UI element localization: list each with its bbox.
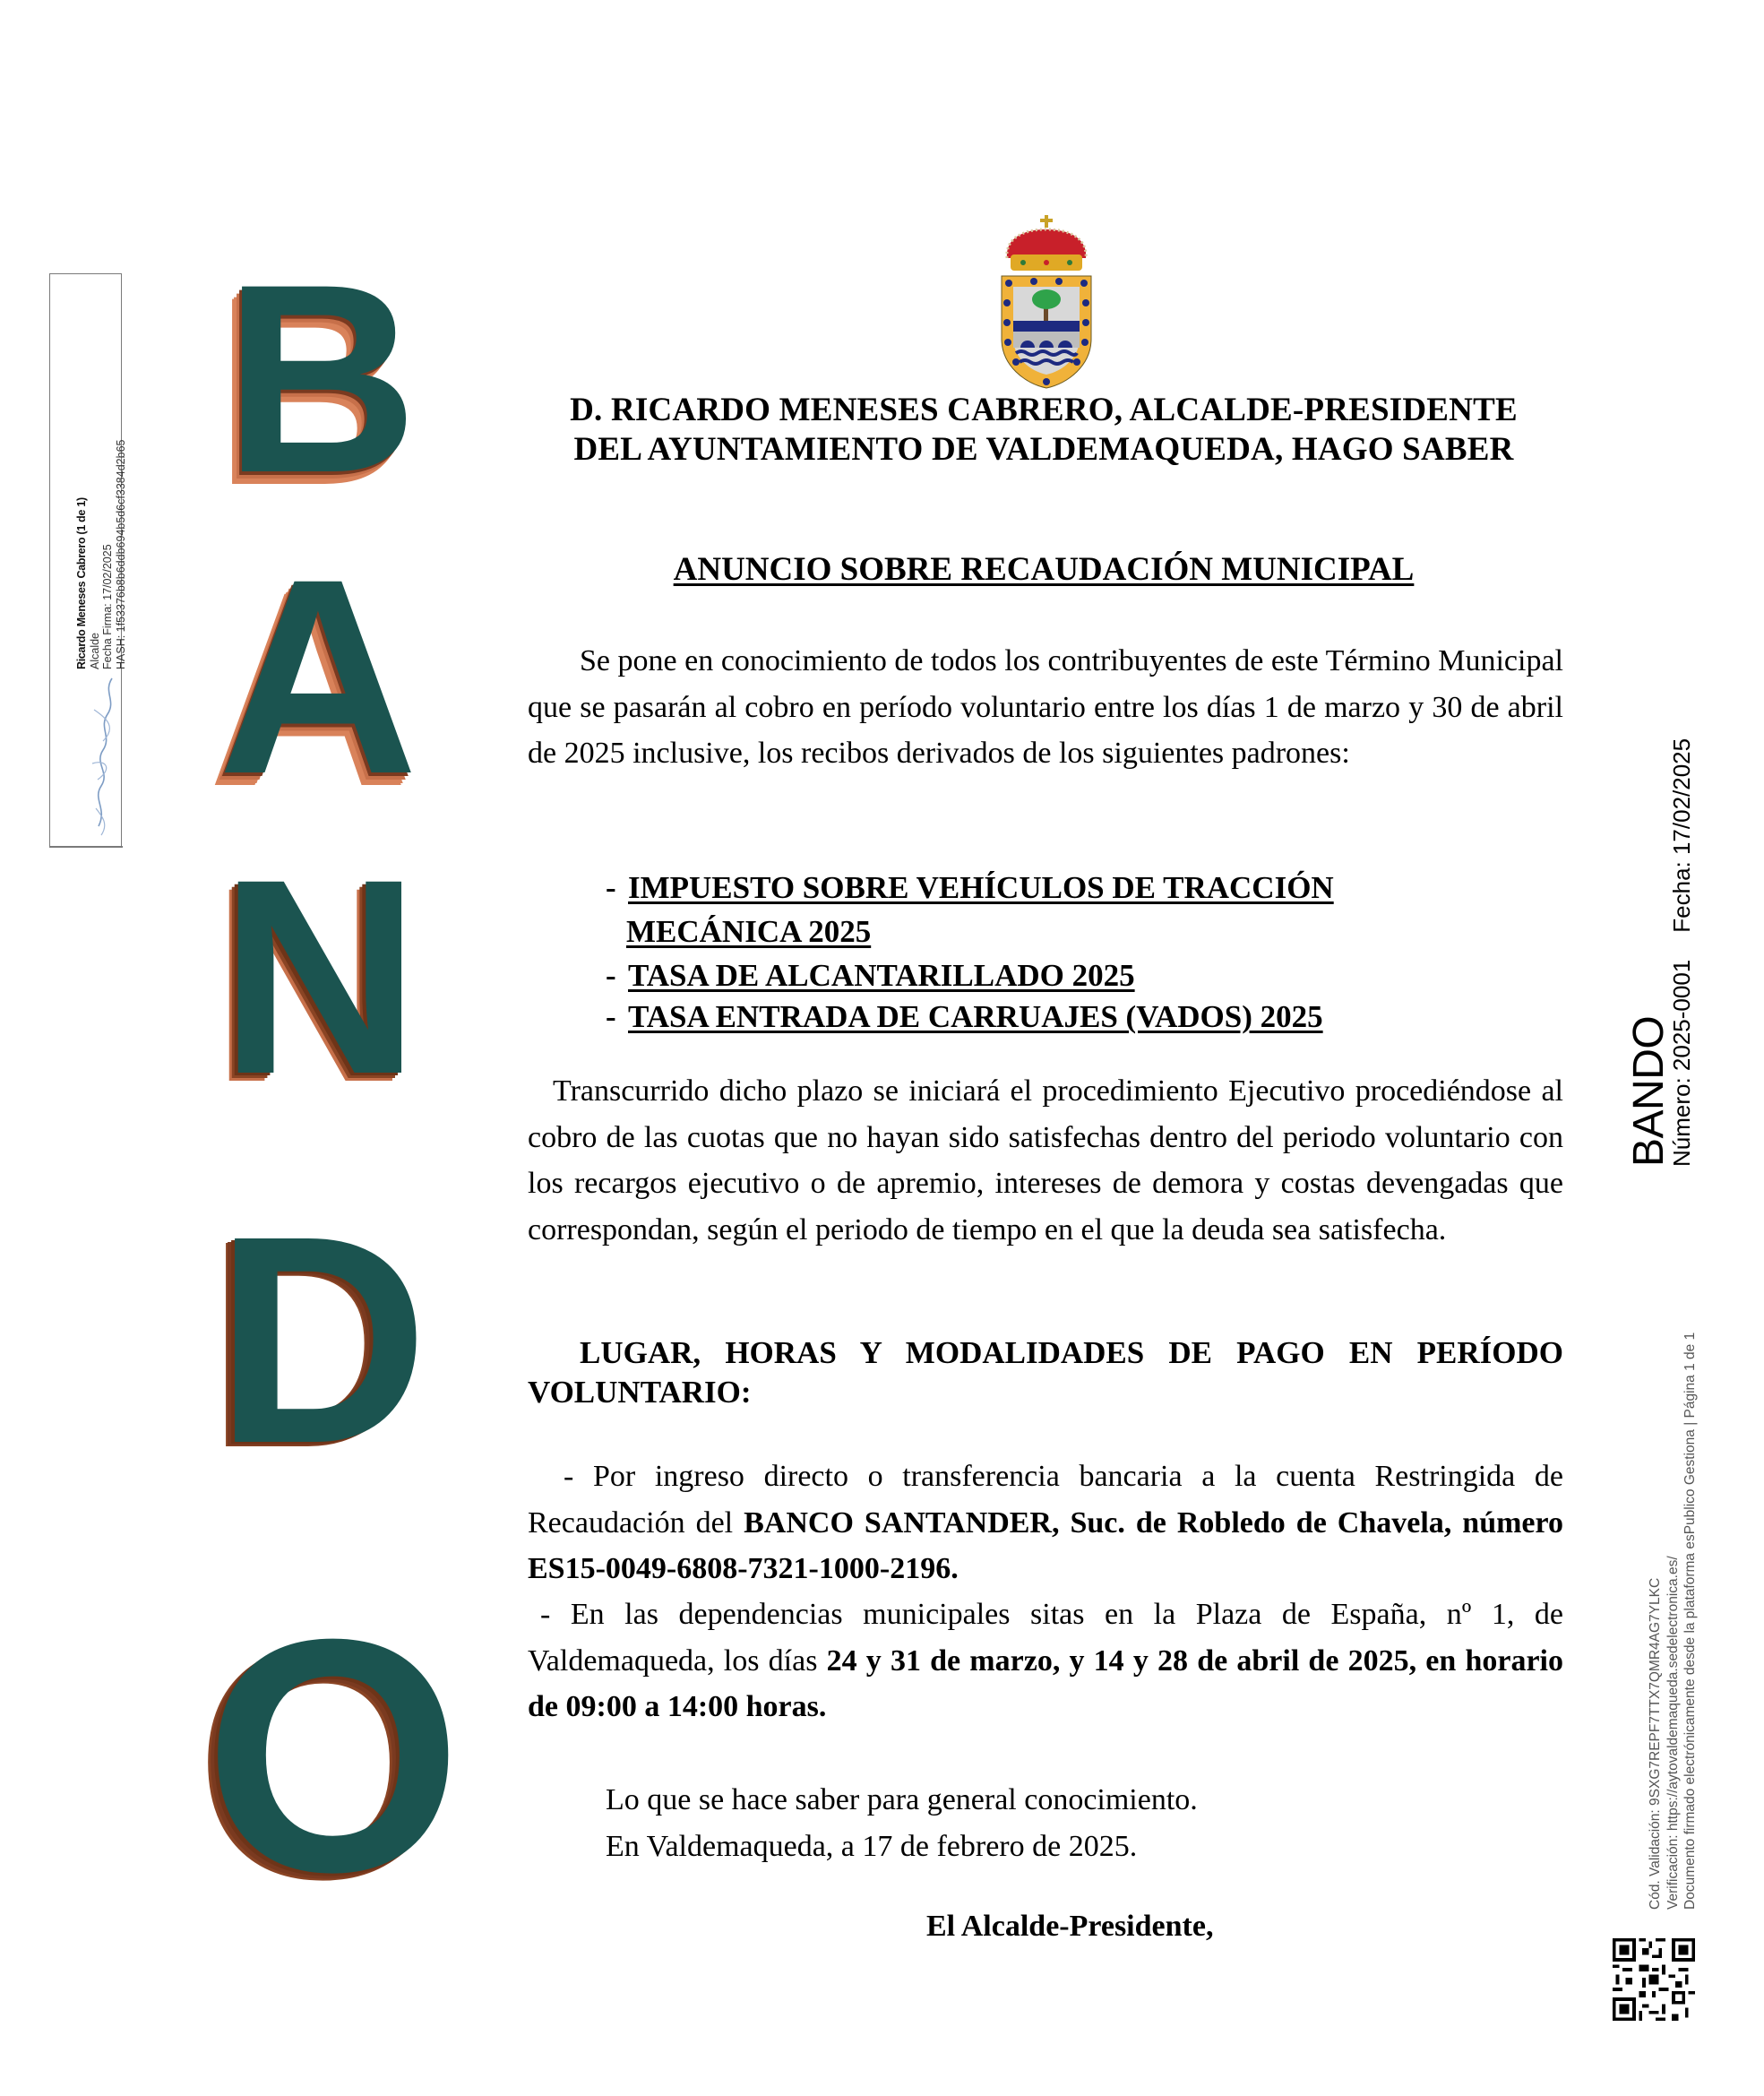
qr-code-icon[interactable] [1613, 1938, 1695, 2021]
validation-strip [1647, 1333, 1699, 1910]
tax-roll-item [606, 955, 1573, 996]
tax-roll-label: TASA DE ALCANTARILLADO 2025 [628, 958, 1135, 993]
validation-code: Cód. Validación: 9SXG7REPF7TTX7QMR4AG7YLKC [1648, 1577, 1663, 1910]
signatory-title: El Alcalde-Presidente, [926, 1910, 1214, 1943]
list-dash: - [606, 999, 616, 1034]
letter-n: N [219, 821, 420, 1132]
closing-block [606, 1777, 1198, 1869]
verification-url[interactable]: Verificación: https://aytovaldemaqueda.sedelectronica.es/ [1665, 1556, 1681, 1910]
announcement-title [502, 550, 1586, 590]
tax-rolls-list [606, 867, 1573, 1038]
signer-name: Ricardo Meneses Cabrero (1 de 1) [75, 497, 88, 669]
closing-line-1: Lo que se hace saber para general conocimiento. [606, 1783, 1198, 1816]
list-dash: - [606, 870, 616, 905]
payment-option-office [528, 1591, 1563, 1730]
office-dates-hours: 24 y 31 de marzo, y 14 y 28 de abril de 2025, en horario de 09:00 a 14:00 horas. [528, 1643, 1564, 1723]
document-meta [1669, 738, 1694, 1167]
office-option-text: - En las dependencias municipales sitas en la Plaza de España, nº 1, de Valdemaqueda, los días [528, 1598, 1563, 1678]
tax-roll-label: TASA ENTRADA DE CARRUAJES (VADOS) 2025 [628, 999, 1323, 1034]
intro-paragraph: Se pone en conocimiento de todos los contribuyentes de este Término Municipal que se pasarán al cobro en período voluntario entre los días 1 de marzo y 30 de abril de 2025 inclusive, los recibos derivados de los siguientes padrones: [528, 644, 1563, 770]
payment-heading: LUGAR, HORAS Y MODALIDADES DE PAGO EN PERÍODO VOLUNTARIO: [528, 1335, 1563, 1410]
letter-b: B [224, 228, 418, 529]
signature-details [75, 440, 127, 669]
signer-role: Alcalde [88, 633, 101, 669]
coat-of-arms-logo [996, 213, 1097, 391]
bank-account-details: BANCO SANTANDER, Suc. de Robledo de Chavela, número ES15-0049-6808-7321-1000-2196. [528, 1505, 1563, 1585]
enforcement-paragraph: Transcurrido dicho plazo se iniciará el procedimiento Ejecutivo procediéndose al cobro de las cuotas que no hayan sido satisfechas dentro del periodo voluntario con los recargos ejecutivo o de apremio, intereses de demora y costas devengadas que correspondan, según el periodo de tiempo en el que la deuda sea satisfecha. [528, 1074, 1563, 1246]
closing-place-date: En Valdemaqueda, a 17 de febrero de 2025. [606, 1829, 1138, 1863]
bank-option-text: - Por ingreso directo o transferencia bancaria a la cuenta Restringida de Recaudación del [528, 1460, 1563, 1540]
tax-roll-label: IMPUESTO SOBRE VEHÍCULOS DE TRACCIÓN [628, 870, 1334, 905]
payment-option-bank [528, 1453, 1563, 1592]
letter-o: O [204, 1571, 462, 1941]
signature-hash: HASH: 1f53376b8b6ddb694b5d6cf3384d2b65 [114, 439, 127, 669]
handwritten-signature-icon [85, 674, 125, 840]
document-number: Número: 2025-0001 [1668, 959, 1695, 1167]
letter-d: D [215, 1174, 429, 1505]
letter-a: A [218, 521, 418, 832]
signature-box-border [49, 846, 123, 848]
document-register-stamp [1625, 737, 1695, 1167]
announcement-title-text: ANUNCIO SOBRE RECAUDACIÓN MUNICIPAL [673, 551, 1415, 588]
document-type: BANDO [1625, 1015, 1673, 1167]
tax-roll-item [606, 996, 1573, 1038]
tax-roll-item [606, 867, 1573, 909]
header-line-1: D. RICARDO MENESES CABRERO, ALCALDE-PRESIDENTE [570, 392, 1518, 428]
signature-date: Fecha Firma: 17/02/2025 [101, 544, 114, 669]
platform-note: Documento firmado electrónicamente desde la plataforma esPublico Gestiona | Página 1 de 1 [1682, 1332, 1698, 1910]
list-dash: - [606, 958, 616, 993]
issuer-header [502, 391, 1586, 470]
tax-roll-label-continued: MECÁNICA 2025 [626, 914, 872, 949]
header-line-2: DEL AYUNTAMIENTO DE VALDEMAQUEDA, HAGO SABER [573, 431, 1514, 468]
document-date: Fecha: 17/02/2025 [1668, 737, 1695, 933]
